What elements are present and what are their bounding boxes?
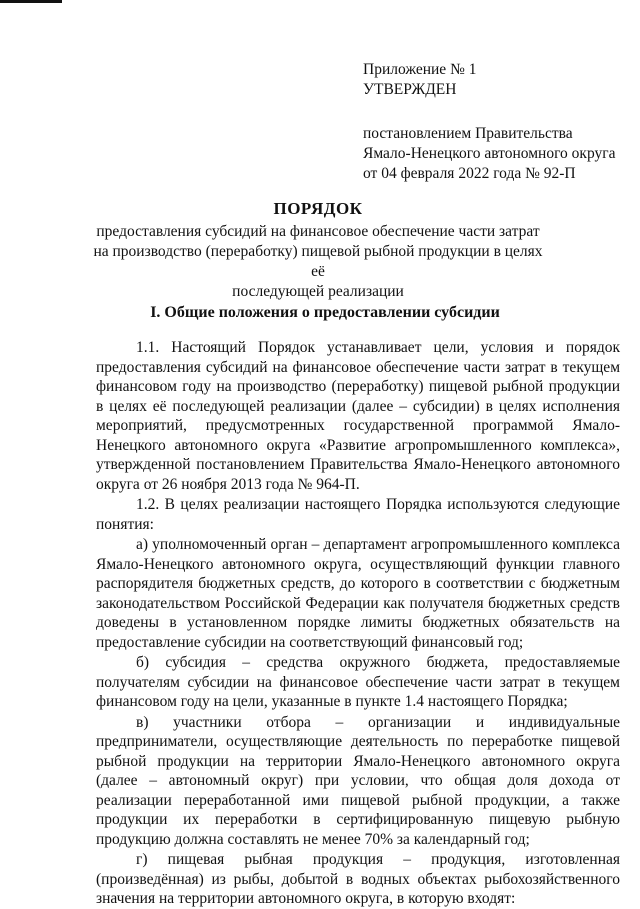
title-subtitle-2: на производство (переработку) пищевой рыбной продукции в целях её xyxy=(93,243,543,280)
paragraph-v: в) участники отбора – организации и индивидуальные предприниматели, осуществляющие деятельность по переработке пищевой рыбной продукции на территории Ямало-Ненецкого автономного округа (далее – автономный округ) при условии, что общая доля дохода от реализации переработанной ими пищевой рыбной продукции, а также продукции их переработки в сертифицированную пищевую рыбную продукцию должна составлять не менее 70% за календарный год; xyxy=(96,713,620,848)
paragraph-1-2: 1.2. В целях реализации настоящего Порядка используются следующие понятия: xyxy=(96,496,620,533)
paragraph-a: а) уполномоченный орган – департамент агропромышленного комплекса Ямало-Ненецкого автономного округа, осуществляющий функции главного распорядителя бюджетных средств, до которого в соответствии с бюджетным законодательством Российской Федерации как получателя бюджетных средств доведены в установленном порядке лимиты бюджетных обязательств на предоставление субсидии на соответствующий финансовый год; xyxy=(96,536,620,651)
region-line: Ямало-Ненецкого автономного округа xyxy=(363,145,616,162)
resolution-line: постановлением Правительства xyxy=(363,125,573,142)
document-body xyxy=(96,338,620,909)
title-subtitle-1: предоставления субсидий на финансовое обеспечение части затрат xyxy=(96,223,540,240)
resolution-date: от 04 февраля 2022 года № 92-П xyxy=(363,165,576,182)
corner-mark xyxy=(0,0,62,3)
paragraph-1-1: 1.1. Настоящий Порядок устанавливает цели, условия и порядок предоставления субсидий на финансовое обеспечение части затрат в текущем финансовом году на производство (переработку) пищевой рыбной продукции в целях её последующей реализации (далее – субсидии) в целях исполнения мероприятий, предусмотренных государственной программой Ямало-Ненецкого автономного округа «Развитие агропромышленного комплекса», утвержденной постановлением Правительства Ямало-Ненецкого автономного округа от 26 ноября 2013 года № 964-П. xyxy=(96,339,620,493)
approved-label: УТВЕРЖДЕН xyxy=(363,81,457,98)
title-subtitle-3: последующей реализации xyxy=(232,283,404,300)
section-heading: I. Общие положения о предоставлении субсидии xyxy=(150,304,500,321)
title-heading: ПОРЯДОК xyxy=(273,199,363,218)
paragraph-b: б) субсидия – средства окружного бюджета, предоставляемые получателям субсидии на финансовое обеспечение части затрат в текущем финансовом году на цели, указанные в пункте 1.4 настоящего Порядка; xyxy=(96,654,620,710)
appendix-number: Приложение № 1 xyxy=(363,61,477,78)
approval-block xyxy=(363,60,623,184)
document-title xyxy=(92,198,544,302)
paragraph-g: г) пищевая рыбная продукция – продукция, изготовленная (произведённая) из рыбы, добытой в водных объектах рыбохозяйственного значения на территории автономного округа, в которую входят: xyxy=(96,851,620,907)
